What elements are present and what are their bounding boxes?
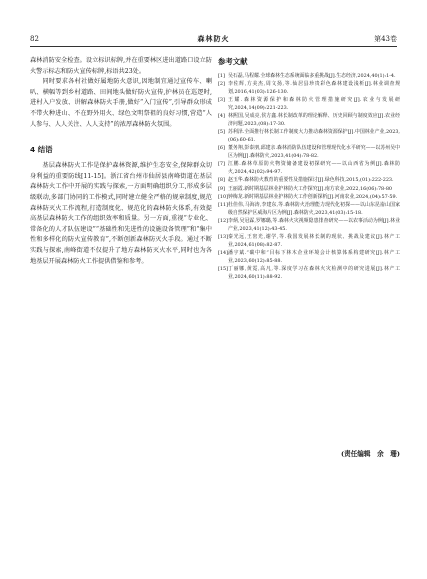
body-paragraph-1: 森林消防安全检查。设立标识标牌,并在重要林区进出道路口设立防火警示标志和防火宣传标牌,标语共23处。 <box>30 57 212 75</box>
reference-item <box>218 194 400 202</box>
reference-text: 丁丽娜,黄霓,高凡,等.深度学习在森林火灾检测中的研究进展[J].林产工业,2024,60(11):88-92. <box>228 266 400 280</box>
reference-text: 钟梅龙.新时期基层林业护林防火工作创新探析[J].河南农业,2024,(04):57-59. <box>228 194 398 201</box>
reference-number: [1] <box>218 73 225 79</box>
reference-number: [9] <box>218 185 225 192</box>
reference-item <box>218 81 400 96</box>
reference-item <box>218 186 400 194</box>
reference-item <box>218 161 400 176</box>
reference-text: 秦光远,王密光,谢学,等.我国发展林长制的现状、挑战及建议[J].林产工业,2024,61(08):82-87. <box>228 234 400 249</box>
reference-number: [8] <box>218 177 225 184</box>
volume-number: 第43卷 <box>374 35 397 43</box>
reference-item <box>218 177 400 185</box>
reference-text: 李佐辉,方美杰,周文扬,等.仙居县珍贵彩色森林建设浅析[J].林业调查规划,2016,41(03):126-130. <box>228 81 400 95</box>
reference-text: 李炳,吴冠霖,罗娜璐,等.森林火灾视频隐患排查研究——以农事活动为例[J].林业产业,2023,41(12):43-45. <box>228 218 400 233</box>
reference-number: [4] <box>218 113 225 120</box>
reference-text: 林熙国,吴成亮,侯方鑫.林长制改革的理论解释、历史回顾与制度效应[J].农业经济问题,2023,(08):17-30. <box>228 113 400 127</box>
reference-number: [2] <box>218 81 225 88</box>
references-list <box>218 73 400 282</box>
reference-number: [7] <box>218 161 225 168</box>
left-column <box>30 56 212 267</box>
reference-number: [3] <box>218 97 225 104</box>
reference-item <box>218 218 400 233</box>
reference-item <box>218 113 400 128</box>
editor-note: (责任编辑 余 珊) <box>341 450 400 458</box>
reference-number: [13] <box>218 234 229 241</box>
reference-number: [6] <box>218 145 225 152</box>
reference-item <box>218 97 400 112</box>
page-number: 82 <box>30 35 39 43</box>
section-title-conclusion: 4 结语 <box>30 145 53 155</box>
reference-number: [14] <box>218 250 229 257</box>
reference-text: 王丽霞.新时期基层林业护林防火工作探究[J].南方农业,2022,16(06):78-80 <box>228 185 393 192</box>
reference-item <box>218 202 400 217</box>
reference-number: [15] <box>218 266 229 273</box>
references-title: 参考文献 <box>218 57 248 66</box>
reference-number: [11] <box>218 202 229 209</box>
journal-name: 森林防火 <box>197 34 230 43</box>
page-header <box>30 32 397 47</box>
right-column <box>218 56 400 282</box>
reference-text: 苏利泽.全面推行林长制工作制度大力推动森林资源保护[J].中国林业产业,2023,(06):60-61. <box>228 129 400 143</box>
reference-text: 董务翔,彭泰朋,邱建亲.森林消防队伍建设和管理现代化水平研究——以苏州吴中区为例[J].森林防火,2023,41(04):78-82. <box>228 145 400 159</box>
reference-item <box>218 234 400 249</box>
reference-text: 吴石磊,马程耀.全球森林生态系统面临多重挑战[J].生态经济,2024,40(1):1-4. <box>228 73 396 79</box>
reference-number: [12] <box>218 218 229 225</box>
reference-item <box>218 129 400 144</box>
reference-text: 潘宇斌.“碳中和”目标下林木企业环境会计核算体系构建研究[J].林产工业,2023,60(12):85-88. <box>228 250 400 265</box>
reference-item <box>218 266 400 281</box>
reference-number: [10] <box>218 194 229 201</box>
reference-item <box>218 250 400 265</box>
reference-number: [5] <box>218 129 225 136</box>
reference-text: 赵玉华.森林防火教育的重要性及措施探讨[J].绿色科技,2015,(01):222-223. <box>228 177 394 184</box>
reference-item <box>218 145 400 160</box>
body-paragraph-2: 同时要求各村社做好属地防火意识,因地制宜通过宣传车、喇叭、横幅等到乡村道路、田间地头做好防火宣传,护林员在巡逻时,进村入户发放、讲解森林防火手册,做好“入门宣传”,引导群众形成不带火种进山、不在野外用火、绿色文明祭祖的良好习惯,营造“人人参与、人人关注、人人支持”的浓厚森林防火氛围。 <box>30 78 212 128</box>
reference-text: 江鹏.森林草原防火物资储备建设初探研究——以山西省为例[J].森林防火,2024,42(02):94-97. <box>228 161 400 175</box>
reference-item <box>218 73 400 81</box>
reference-text: 杜佳伟,马海涛,李建东,等.森林防火治理能力现代化初探——以山东昆嵛山国家级自然保护区威海片区为例[J].森林防火,2023,41(03):15-18. <box>228 202 400 217</box>
body-paragraph-3: 基层森林防火工作是保护森林资源,维护生态安全,保障群众切身利益的重要防线[11-15]。浙江省台州市仙居县南峰街道在基层森林防火工作中开展的实践与探索,一方面明确组织分工,形成多层级联动,多部门协同的工作模式,同时建立健全严格的规章制度,规范森林防灭火工作流程,打造制度化、规范化的森林防火体系,有效提高基层森林防火工作的组织效率和质量。另一方面,重视“专业化、常备化的人才队伍建设”“基础性和先进性的设施设备管理”和“集中性和多样化的防火宣传教育”,不断创新森林防灭火手段。通过不断实践与探索,南峰街道不仅提升了地方森林防灭火水平,同时也为各地基层开展森林防火工作提供借鉴和参考。 <box>30 162 212 265</box>
reference-text: 王耀.森林资源保护和森林防火管理措施研究[J].农业与发展研究,2024,14(09):221-223. <box>228 97 400 111</box>
